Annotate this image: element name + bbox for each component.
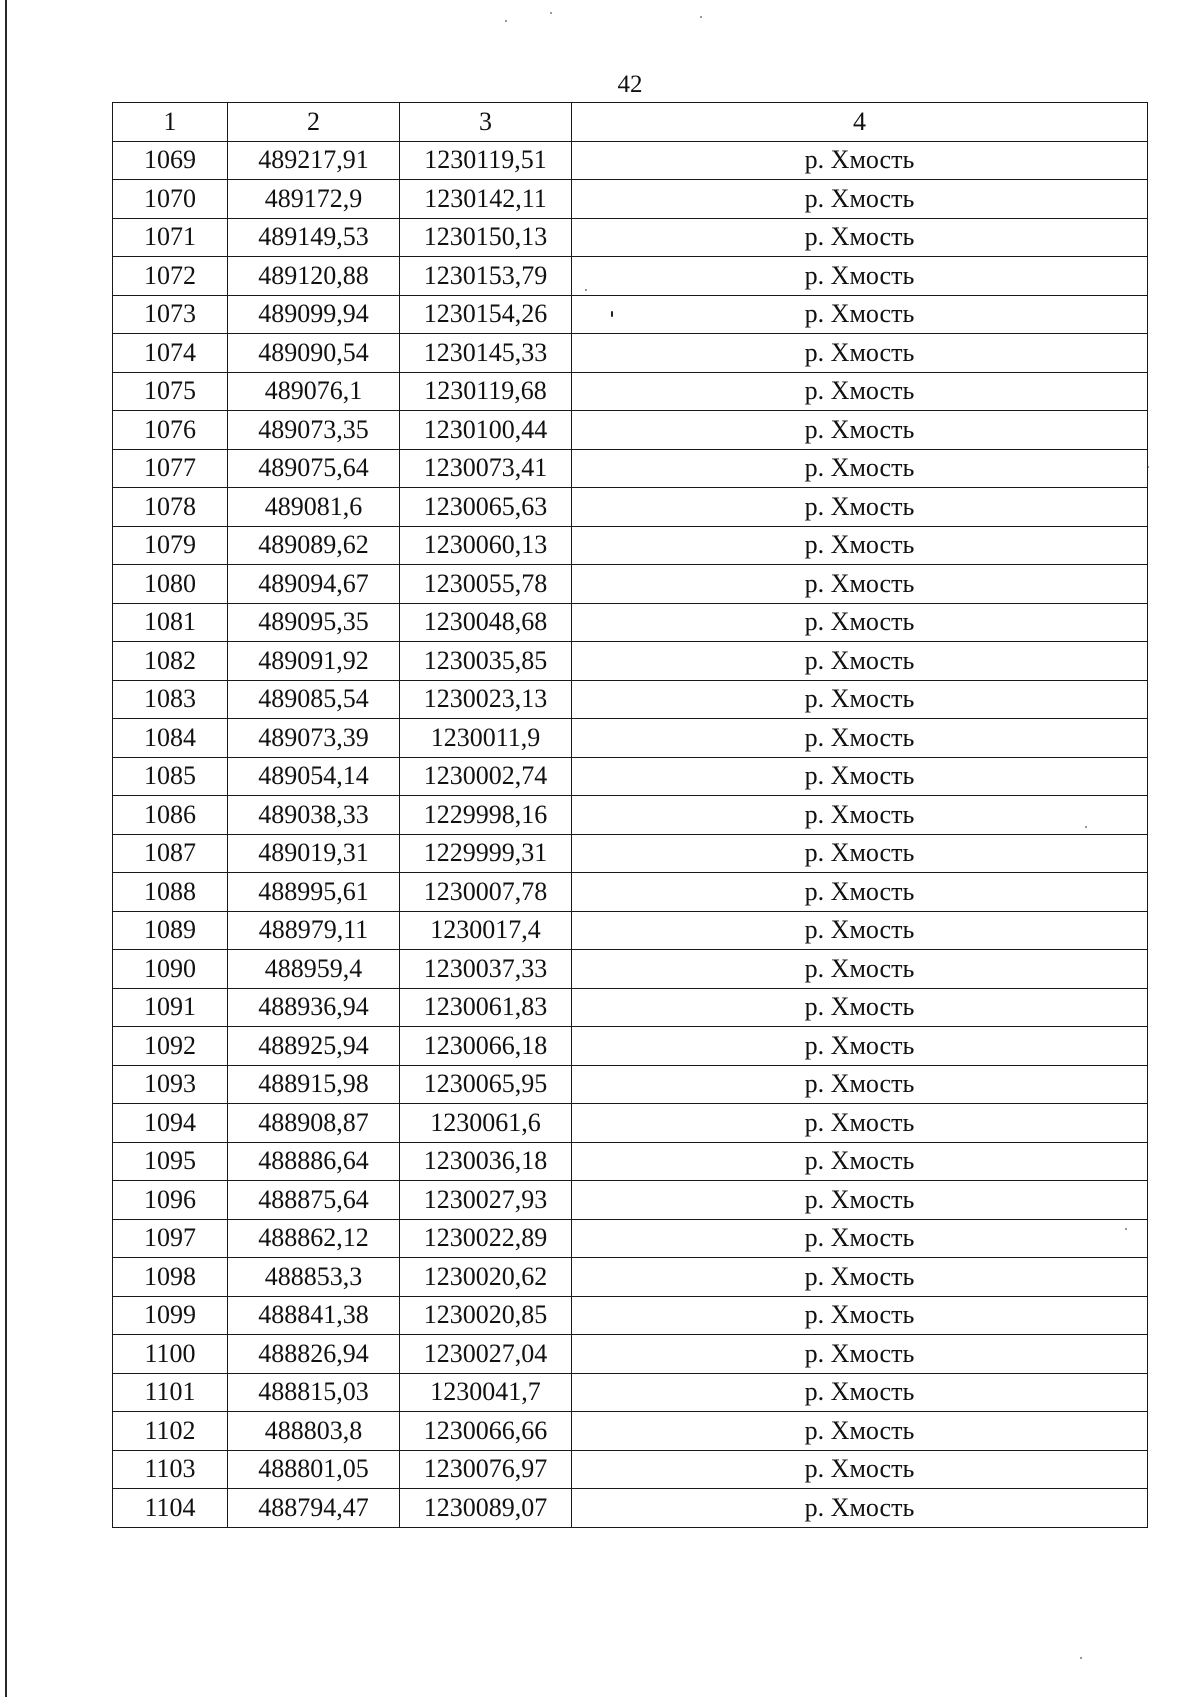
scan-speck [550, 12, 552, 14]
coordinate-y-cell: 1230017,4 [400, 911, 572, 950]
table-row [113, 218, 1148, 257]
coordinate-x-cell: 488908,87 [228, 1104, 400, 1143]
table-row [113, 372, 1148, 411]
coordinate-x-cell: 489089,62 [228, 526, 400, 565]
coordinate-y-cell: 1230066,18 [400, 1027, 572, 1066]
coordinate-x-cell: 488959,4 [228, 950, 400, 989]
point-number-cell: 1101 [113, 1373, 228, 1412]
point-number-cell: 1089 [113, 911, 228, 950]
coordinate-x-cell: 488875,64 [228, 1181, 400, 1220]
coordinate-x-cell: 489095,35 [228, 603, 400, 642]
coordinate-y-cell: 1230048,68 [400, 603, 572, 642]
coordinate-x-cell: 488936,94 [228, 988, 400, 1027]
coordinate-y-cell: 1230020,85 [400, 1296, 572, 1335]
table-row [113, 1412, 1148, 1451]
point-number-cell: 1076 [113, 411, 228, 450]
column-header: 3 [400, 103, 572, 142]
coordinate-y-cell: 1230061,83 [400, 988, 572, 1027]
table-row [113, 680, 1148, 719]
point-number-cell: 1087 [113, 834, 228, 873]
table-row [113, 1373, 1148, 1412]
point-number-cell: 1079 [113, 526, 228, 565]
point-number-cell: 1071 [113, 218, 228, 257]
table-row [113, 834, 1148, 873]
description-cell: р. Хмость [572, 950, 1148, 989]
coordinate-y-cell: 1230119,68 [400, 372, 572, 411]
point-number-cell: 1074 [113, 334, 228, 373]
point-number-cell: 1094 [113, 1104, 228, 1143]
table-row [113, 1181, 1148, 1220]
coordinate-x-cell: 488803,8 [228, 1412, 400, 1451]
coordinate-x-cell: 489019,31 [228, 834, 400, 873]
coordinate-x-cell: 489172,9 [228, 180, 400, 219]
point-number-cell: 1086 [113, 796, 228, 835]
coordinate-y-cell: 1230035,85 [400, 642, 572, 681]
table-row [113, 796, 1148, 835]
description-cell: р. Хмость [572, 988, 1148, 1027]
point-number-cell: 1098 [113, 1258, 228, 1297]
coordinate-y-cell: 1230036,18 [400, 1142, 572, 1181]
table-row [113, 141, 1148, 180]
coordinate-x-cell: 488853,3 [228, 1258, 400, 1297]
point-number-cell: 1072 [113, 257, 228, 296]
table-row [113, 642, 1148, 681]
description-cell: р. Хмость [572, 873, 1148, 912]
coordinate-y-cell: 1230037,33 [400, 950, 572, 989]
coordinate-y-cell: 1230153,79 [400, 257, 572, 296]
coordinate-x-cell: 488841,38 [228, 1296, 400, 1335]
coordinate-y-cell: 1230007,78 [400, 873, 572, 912]
coordinate-y-cell: 1230065,63 [400, 488, 572, 527]
coordinate-y-cell: 1229998,16 [400, 796, 572, 835]
description-cell: р. Хмость [572, 911, 1148, 950]
description-cell: р. Хмость [572, 1335, 1148, 1374]
scan-speck [700, 16, 702, 18]
description-cell: р. Хмость [572, 526, 1148, 565]
coordinate-x-cell: 488815,03 [228, 1373, 400, 1412]
coordinate-x-cell: 488979,11 [228, 911, 400, 950]
description-cell: р. Хмость [572, 565, 1148, 604]
description-cell: р. Хмость [572, 141, 1148, 180]
point-number-cell: 1092 [113, 1027, 228, 1066]
description-cell: р. Хмость [572, 1219, 1148, 1258]
coordinate-x-cell: 488925,94 [228, 1027, 400, 1066]
point-number-cell: 1088 [113, 873, 228, 912]
coordinate-y-cell: 1230055,78 [400, 565, 572, 604]
coordinate-y-cell: 1230089,07 [400, 1489, 572, 1528]
description-cell: р. Хмость [572, 796, 1148, 835]
coordinate-x-cell: 489076,1 [228, 372, 400, 411]
point-number-cell: 1095 [113, 1142, 228, 1181]
coordinate-y-cell: 1230041,7 [400, 1373, 572, 1412]
point-number-cell: 1097 [113, 1219, 228, 1258]
scan-speck [505, 20, 507, 22]
description-cell: р. Хмость [572, 449, 1148, 488]
page-left-edge-line [5, 0, 7, 1697]
table-row [113, 334, 1148, 373]
coordinate-x-cell: 489091,92 [228, 642, 400, 681]
coordinate-x-cell: 489073,39 [228, 719, 400, 758]
page-number: 42 [617, 71, 643, 98]
point-number-cell: 1100 [113, 1335, 228, 1374]
coordinate-y-cell: 1230061,6 [400, 1104, 572, 1143]
table-row [113, 449, 1148, 488]
coordinate-x-cell: 489090,54 [228, 334, 400, 373]
coordinate-y-cell: 1230066,66 [400, 1412, 572, 1451]
scan-speck [1080, 1657, 1082, 1659]
table-row [113, 1258, 1148, 1297]
coordinate-y-cell: 1230154,26 [400, 295, 572, 334]
coordinate-x-cell: 489054,14 [228, 757, 400, 796]
point-number-cell: 1096 [113, 1181, 228, 1220]
table-row [113, 988, 1148, 1027]
coordinate-y-cell: 1230100,44 [400, 411, 572, 450]
description-cell: р. Хмость [572, 1181, 1148, 1220]
table-row [113, 257, 1148, 296]
point-number-cell: 1069 [113, 141, 228, 180]
description-cell: р. Хмость [572, 680, 1148, 719]
table-row [113, 911, 1148, 950]
coordinate-x-cell: 489120,88 [228, 257, 400, 296]
table-body [113, 103, 1148, 1528]
table-row [113, 180, 1148, 219]
description-cell: р. Хмость [572, 218, 1148, 257]
coordinate-x-cell: 489094,67 [228, 565, 400, 604]
point-number-cell: 1099 [113, 1296, 228, 1335]
table-row [113, 1450, 1148, 1489]
description-cell: р. Хмость [572, 1296, 1148, 1335]
point-number-cell: 1078 [113, 488, 228, 527]
point-number-cell: 1073 [113, 295, 228, 334]
point-number-cell: 1084 [113, 719, 228, 758]
point-number-cell: 1103 [113, 1450, 228, 1489]
table-row [113, 1142, 1148, 1181]
table-row [113, 757, 1148, 796]
description-cell: р. Хмость [572, 1373, 1148, 1412]
point-number-cell: 1091 [113, 988, 228, 1027]
point-number-cell: 1077 [113, 449, 228, 488]
coordinate-x-cell: 488801,05 [228, 1450, 400, 1489]
point-number-cell: 1093 [113, 1065, 228, 1104]
coordinate-x-cell: 489149,53 [228, 218, 400, 257]
table-header-row [113, 103, 1148, 142]
table-row [113, 1065, 1148, 1104]
table-row [113, 565, 1148, 604]
point-number-cell: 1104 [113, 1489, 228, 1528]
point-number-cell: 1080 [113, 565, 228, 604]
point-number-cell: 1090 [113, 950, 228, 989]
table-row [113, 295, 1148, 334]
coordinate-x-cell: 488826,94 [228, 1335, 400, 1374]
table-row [113, 950, 1148, 989]
coordinate-y-cell: 1230150,13 [400, 218, 572, 257]
description-cell: р. Хмость [572, 1142, 1148, 1181]
table-row [113, 603, 1148, 642]
description-cell: р. Хмость [572, 757, 1148, 796]
coordinate-x-cell: 489217,91 [228, 141, 400, 180]
point-number-cell: 1083 [113, 680, 228, 719]
coordinate-y-cell: 1230060,13 [400, 526, 572, 565]
coordinate-y-cell: 1230022,89 [400, 1219, 572, 1258]
coordinate-x-cell: 488794,47 [228, 1489, 400, 1528]
coordinate-y-cell: 1230145,33 [400, 334, 572, 373]
coordinate-y-cell: 1230076,97 [400, 1450, 572, 1489]
coordinate-x-cell: 489075,64 [228, 449, 400, 488]
table-row [113, 1489, 1148, 1528]
column-header: 2 [228, 103, 400, 142]
description-cell: р. Хмость [572, 1412, 1148, 1451]
table-row [113, 1296, 1148, 1335]
point-number-cell: 1070 [113, 180, 228, 219]
coordinate-x-cell: 489073,35 [228, 411, 400, 450]
coordinate-y-cell: 1230027,93 [400, 1181, 572, 1220]
coordinates-table [112, 102, 1148, 1528]
coordinate-x-cell: 489099,94 [228, 295, 400, 334]
coordinate-y-cell: 1230119,51 [400, 141, 572, 180]
table-row [113, 1219, 1148, 1258]
description-cell: р. Хмость [572, 642, 1148, 681]
table-row [113, 1335, 1148, 1374]
coordinate-y-cell: 1230065,95 [400, 1065, 572, 1104]
description-cell: р. Хмость [572, 1065, 1148, 1104]
description-cell: р. Хмость [572, 603, 1148, 642]
coordinate-x-cell: 489038,33 [228, 796, 400, 835]
coordinate-y-cell: 1230002,74 [400, 757, 572, 796]
coordinate-x-cell: 488995,61 [228, 873, 400, 912]
coordinate-y-cell: 1230011,9 [400, 719, 572, 758]
description-cell: р. Хмость [572, 372, 1148, 411]
table-row [113, 873, 1148, 912]
coordinate-y-cell: 1230027,04 [400, 1335, 572, 1374]
description-cell: р. Хмость [572, 834, 1148, 873]
point-number-cell: 1081 [113, 603, 228, 642]
point-number-cell: 1102 [113, 1412, 228, 1451]
coordinate-x-cell: 489081,6 [228, 488, 400, 527]
column-header: 4 [572, 103, 1148, 142]
point-number-cell: 1082 [113, 642, 228, 681]
description-cell: р. Хмость [572, 180, 1148, 219]
column-header: 1 [113, 103, 228, 142]
coordinate-y-cell: 1230142,11 [400, 180, 572, 219]
coordinate-x-cell: 488862,12 [228, 1219, 400, 1258]
coordinate-x-cell: 489085,54 [228, 680, 400, 719]
coordinate-y-cell: 1230023,13 [400, 680, 572, 719]
coordinate-y-cell: 1229999,31 [400, 834, 572, 873]
table-row [113, 719, 1148, 758]
coordinate-y-cell: 1230073,41 [400, 449, 572, 488]
table-row [113, 488, 1148, 527]
description-cell: р. Хмость [572, 1027, 1148, 1066]
description-cell: р. Хмость [572, 1450, 1148, 1489]
table-row [113, 1027, 1148, 1066]
coordinate-x-cell: 488915,98 [228, 1065, 400, 1104]
description-cell: р. Хмость [572, 257, 1148, 296]
point-number-cell: 1075 [113, 372, 228, 411]
description-cell: р. Хмость [572, 295, 1148, 334]
coordinate-x-cell: 488886,64 [228, 1142, 400, 1181]
description-cell: р. Хмость [572, 1258, 1148, 1297]
coordinate-y-cell: 1230020,62 [400, 1258, 572, 1297]
description-cell: р. Хмость [572, 1489, 1148, 1528]
description-cell: р. Хмость [572, 1104, 1148, 1143]
table-row [113, 411, 1148, 450]
description-cell: р. Хмость [572, 411, 1148, 450]
point-number-cell: 1085 [113, 757, 228, 796]
table-row [113, 526, 1148, 565]
table-row [113, 1104, 1148, 1143]
description-cell: р. Хмость [572, 488, 1148, 527]
description-cell: р. Хмость [572, 719, 1148, 758]
description-cell: р. Хмость [572, 334, 1148, 373]
